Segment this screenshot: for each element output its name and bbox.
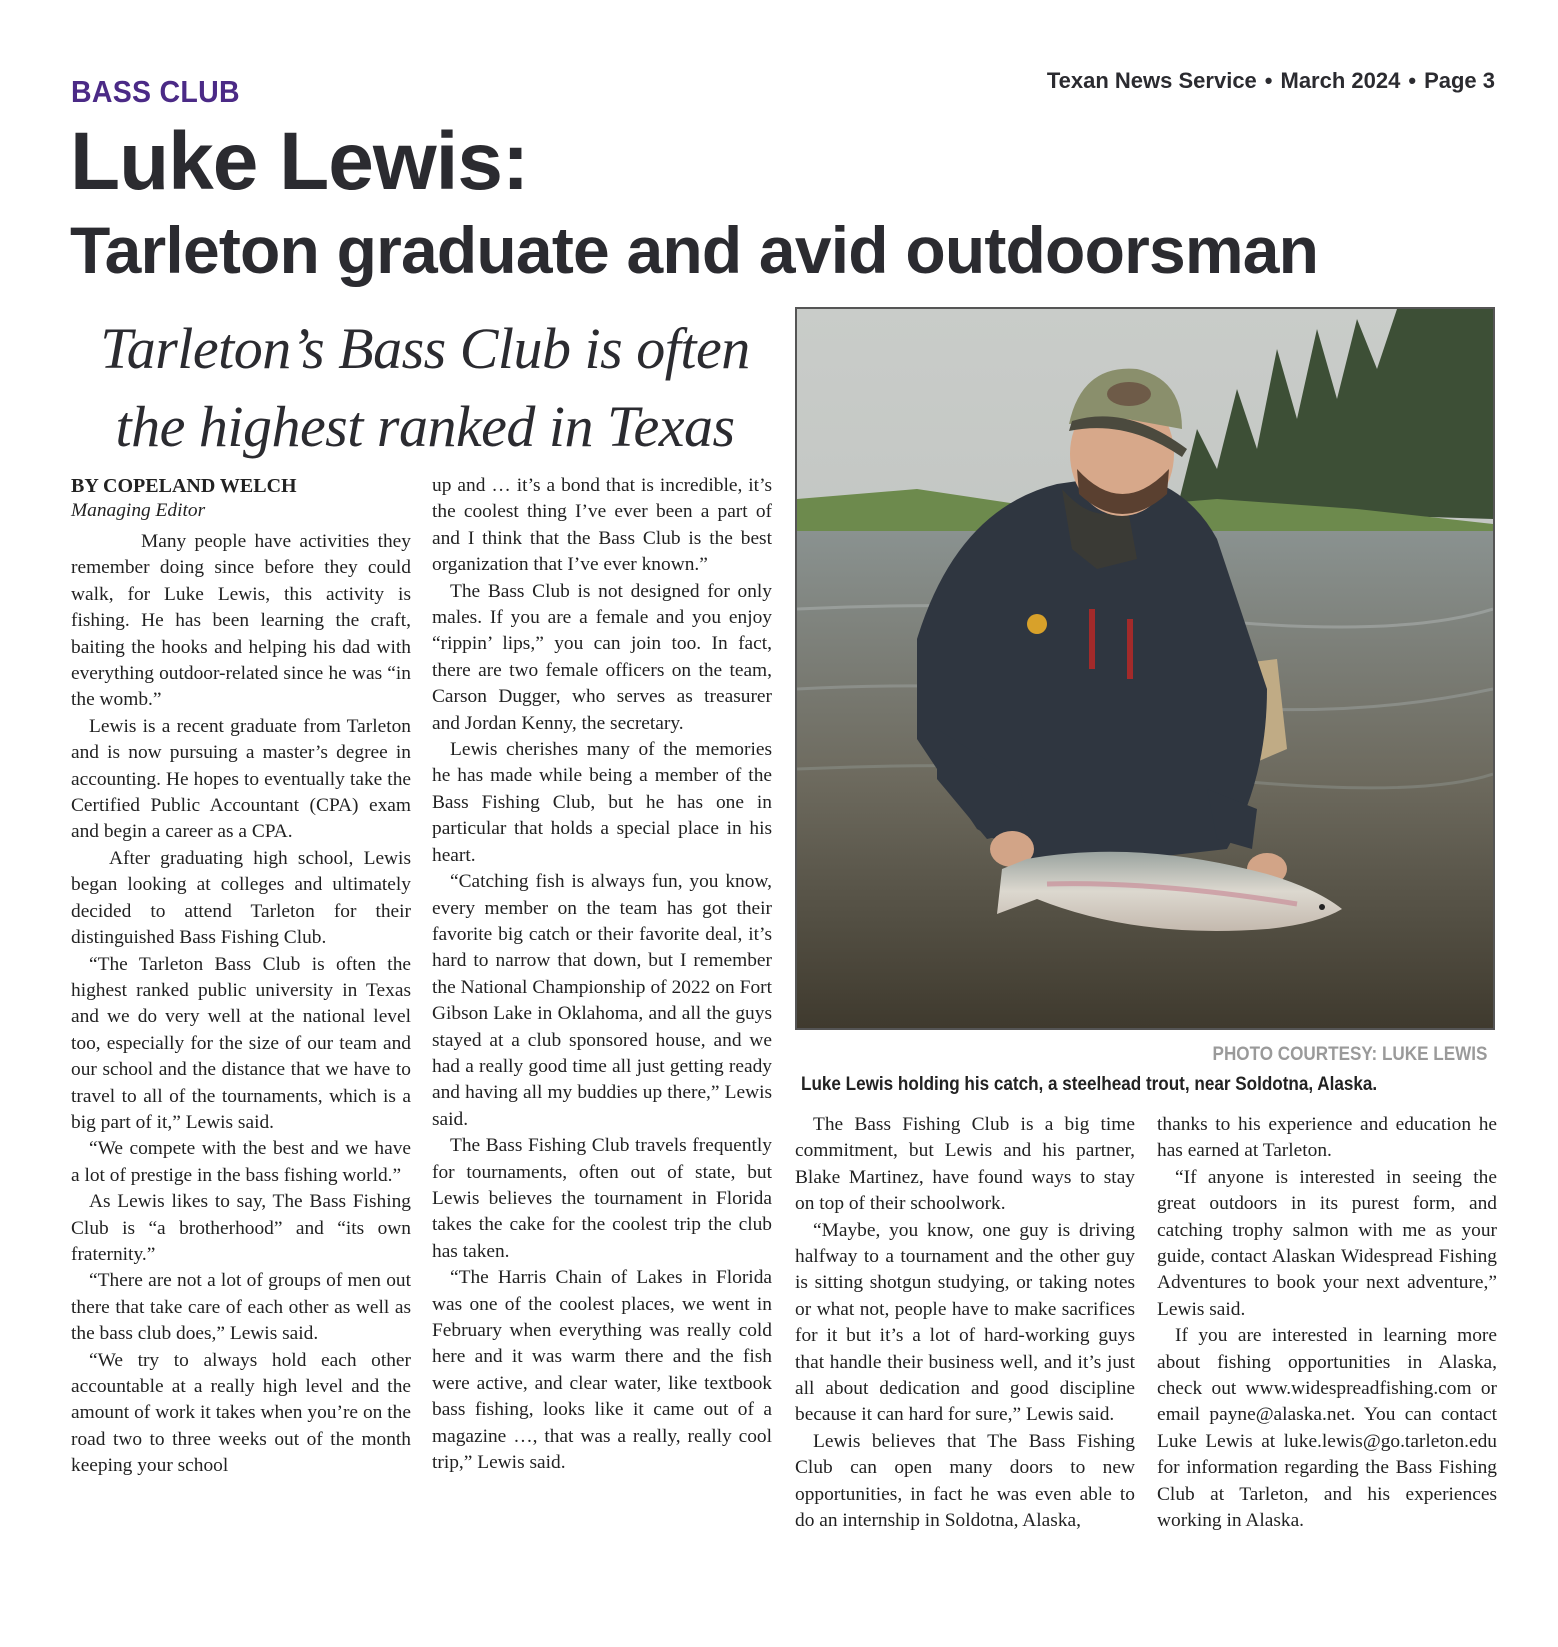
article-column-1: [71, 473, 411, 1480]
headline-sub: Tarleton graduate and avid outdoorsman: [70, 213, 1319, 287]
byline-role: Managing Editor: [71, 500, 206, 521]
folio-separator: •: [1264, 68, 1273, 93]
page-number: Page 3: [1424, 68, 1495, 93]
headline-main: Luke Lewis:: [70, 116, 529, 207]
issue-date: March 2024: [1280, 68, 1401, 93]
photo-angler-with-trout: [797, 309, 1493, 1028]
publication-name: Texan News Service: [1046, 68, 1257, 93]
paragraph: “There are not a lot of groups of men out there that take care of each other as well as the bass club does,” Lewis said.: [71, 1270, 411, 1345]
article-column-4: [1157, 1112, 1497, 1535]
paragraph: “We compete with the best and we have a lot of prestige in the bass fishing world.”: [71, 1138, 411, 1186]
paragraph: The Bass Club is not designed for only males. If you are a female and you enjoy “rippin’ lips,” you can join too. In fact, there are two female officers on the team, Carson Dugger, who serves as treasurer and Jordan Kenny, the secretary.: [432, 580, 772, 734]
paragraph: The Bass Fishing Club travels frequently for tournaments, often out of state, but Lewis believes the tournament in Florida takes the cake for the coolest trip the club has taken.: [432, 1135, 772, 1262]
photo-credit: PHOTO COURTESY: LUKE LEWIS: [1212, 1044, 1487, 1065]
paragraph: “If anyone is interested in seeing the great outdoors in its purest form, and catching trophy salmon with me as your guide, contact Alaskan Widespread Fishing Adventures to book your next adventure,” Lewis said.: [1157, 1166, 1497, 1320]
article-photo: [795, 307, 1495, 1030]
paragraph: “The Tarleton Bass Club is often the highest ranked public university in Texas and we do very well at the national level too, especially for the size of our team and our school and the distance that we have to travel to all of the tournaments, which is a big part of it,” Lewis said.: [71, 953, 411, 1133]
paragraph: “Catching fish is always fun, you know, every member on the team has got their favorite big catch or their favorite deal, it’s hard to narrow that down, but I remember the National Championship of 2022 on Fort Gibson Lake in Oklahoma, and all the guys stayed at a club sponsored house, and we had a really good time all just getting ready and having all my buddies up there,” Lewis said.: [432, 871, 772, 1130]
paragraph: thanks to his experience and education he has earned at Tarleton.: [1157, 1114, 1497, 1162]
paragraph: “We try to always hold each other accountable at a really high level and the amount of work it takes when you’re on the road two to three weeks out of the month keeping your school: [71, 1349, 411, 1477]
paragraph: Lewis is a recent graduate from Tarleton and is now pursuing a master’s degree in accounting. He hopes to eventually take the Certified Public Accountant (CPA) exam and begin a career as a CPA.: [71, 715, 411, 843]
byline-author: BY COPELAND WELCH: [71, 475, 297, 497]
photo-caption: Luke Lewis holding his catch, a steelhead trout, near Soldotna, Alaska.: [801, 1074, 1378, 1095]
folio-separator: •: [1408, 68, 1417, 93]
paragraph: Lewis cherishes many of the memories he has made while being a member of the Bass Fishing Club, but he has one in particular that holds a special place in his heart.: [432, 739, 772, 866]
deck-subhead: Tarleton’s Bass Club is often the highest ranked in Texas: [100, 316, 750, 459]
paragraph: The Bass Fishing Club is a big time commitment, but Lewis and his partner, Blake Martinez, have found ways to stay on top of their schoolwork.: [795, 1114, 1135, 1215]
article-column-3: [795, 1112, 1135, 1535]
page-folio: [1047, 68, 1495, 94]
paragraph: up and … it’s a bond that is incredible, it’s the coolest thing I’ve ever been a part of and I think that the Bass Club is the best organization that I’ve ever known.”: [432, 475, 772, 576]
paragraph: If you are interested in learning more about fishing opportunities in Alaska, check out www.widespreadfishing.com or email payne@alaska.net. You can contact Luke Lewis at luke.lewis@go.tarleton.edu for information regarding the Bass Fishing Club at Tarleton, and his experiences working in Alaska.: [1157, 1325, 1497, 1532]
paragraph: Many people have activities they remember doing since before they could walk, for Luke Lewis, this activity is fishing. He has been learning the craft, baiting the hooks and helping his dad with everything outdoor-related since he was “in the womb.”: [71, 531, 411, 711]
article-column-2: [432, 473, 772, 1476]
paragraph: “Maybe, you know, one guy is driving halfway to a tournament and the other guy is sitting shotgun studying, or taking notes or what not, people have to make sacrifices for it but it’s a lot of hard-working guys that handle their business well, and it’s just all about dedication and good discipline because it can hard for sure,” Lewis said.: [795, 1219, 1135, 1426]
paragraph: Lewis believes that The Bass Fishing Club can open many doors to new opportunities, in fact he was even able to do an internship in Soldotna, Alaska,: [795, 1430, 1135, 1532]
paragraph: As Lewis likes to say, The Bass Fishing Club is “a brotherhood” and “its own fraternity.”: [71, 1191, 411, 1265]
paragraph: “The Harris Chain of Lakes in Florida was one of the coolest places, we went in February when everything was really cold here and it was warm there and the fish were active, and clear water, like textbook bass fishing, looks like it came out of a magazine …, that was a really, really cool trip,” Lewis said.: [432, 1267, 772, 1474]
paragraph: After graduating high school, Lewis began looking at colleges and ultimately decided to attend Tarleton for their distinguished Bass Fishing Club.: [71, 847, 411, 949]
section-label: BASS CLUB: [71, 74, 240, 109]
